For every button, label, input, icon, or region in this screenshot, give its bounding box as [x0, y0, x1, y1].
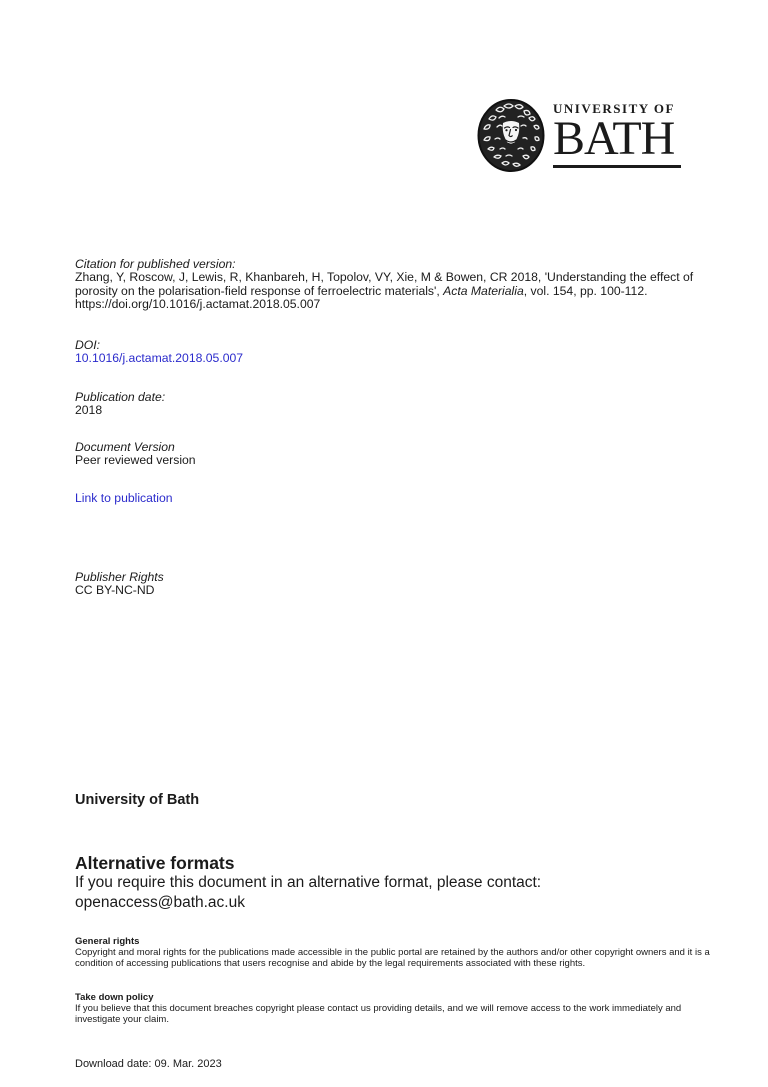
- bath-crest-gorgon-icon: [476, 97, 546, 174]
- document-version-label: Document Version: [75, 440, 175, 454]
- link-to-publication[interactable]: Link to publication: [75, 491, 173, 505]
- citation-label: Citation for published version:: [75, 257, 236, 271]
- publisher-rights-value: CC BY-NC-ND: [75, 583, 155, 598]
- citation-text: [75, 271, 729, 311]
- citation-text-after-journal: , vol. 154, pp. 100-112. https://doi.org/10.1016/j.actamat.2018.05.007: [75, 283, 648, 312]
- publication-date-value: 2018: [75, 403, 103, 418]
- university-of-bath-logo: [476, 97, 686, 175]
- citation-journal-name: Acta Materialia: [443, 283, 524, 298]
- citation-section: [75, 258, 729, 312]
- wordmark-underline: [553, 165, 681, 168]
- document-version-section: [75, 441, 729, 468]
- wordmark-bath: BATH: [553, 112, 675, 165]
- general-rights-body: Copyright and moral rights for the publications made accessible in the public portal are retained by the authors and/or other copyright owners and it is a condition of accessing publications that users recognise and abide by the legal requirements associated with these rights.: [75, 946, 710, 969]
- download-date: Download date: 09. Mar. 2023: [75, 1058, 222, 1070]
- general-rights-section: [75, 937, 729, 969]
- doi-label: DOI:: [75, 338, 101, 352]
- take-down-policy-body: If you believe that this document breaches copyright please contact us providing details, and we will remove access to the work immediately and investigate your claim.: [75, 1002, 682, 1025]
- publisher-rights-label: Publisher Rights: [75, 570, 164, 584]
- publication-date-label: Publication date:: [75, 390, 166, 404]
- wordmark-university-of: UNIVERSITY OF: [553, 101, 675, 116]
- publisher-rights-section: [75, 571, 729, 598]
- document-version-value: Peer reviewed version: [75, 453, 196, 468]
- bath-wordmark: [553, 97, 681, 175]
- university-heading: University of Bath: [75, 792, 200, 808]
- publication-date-section: [75, 391, 729, 418]
- alternative-formats-heading: Alternative formats: [75, 853, 235, 873]
- doi-link[interactable]: 10.1016/j.actamat.2018.05.007: [75, 351, 244, 366]
- link-to-publication-section: [75, 492, 729, 505]
- doi-section: [75, 339, 729, 366]
- alternative-formats-line: If you require this document in an alternative format, please contact:: [75, 874, 542, 891]
- general-rights-heading: General rights: [75, 936, 140, 947]
- alternative-formats-section: [75, 853, 729, 912]
- citation-text-before-journal: Zhang, Y, Roscow, J, Lewis, R, Khanbareh, H, Topolov, VY, Xie, M & Bowen, CR 2018, 'Understanding the effect of porosity on the polarisation-field response of ferroelectric materials',: [75, 270, 694, 298]
- alternative-formats-email: openaccess@bath.ac.uk: [75, 893, 245, 911]
- take-down-policy-heading: Take down policy: [75, 992, 154, 1003]
- take-down-policy-section: [75, 993, 729, 1025]
